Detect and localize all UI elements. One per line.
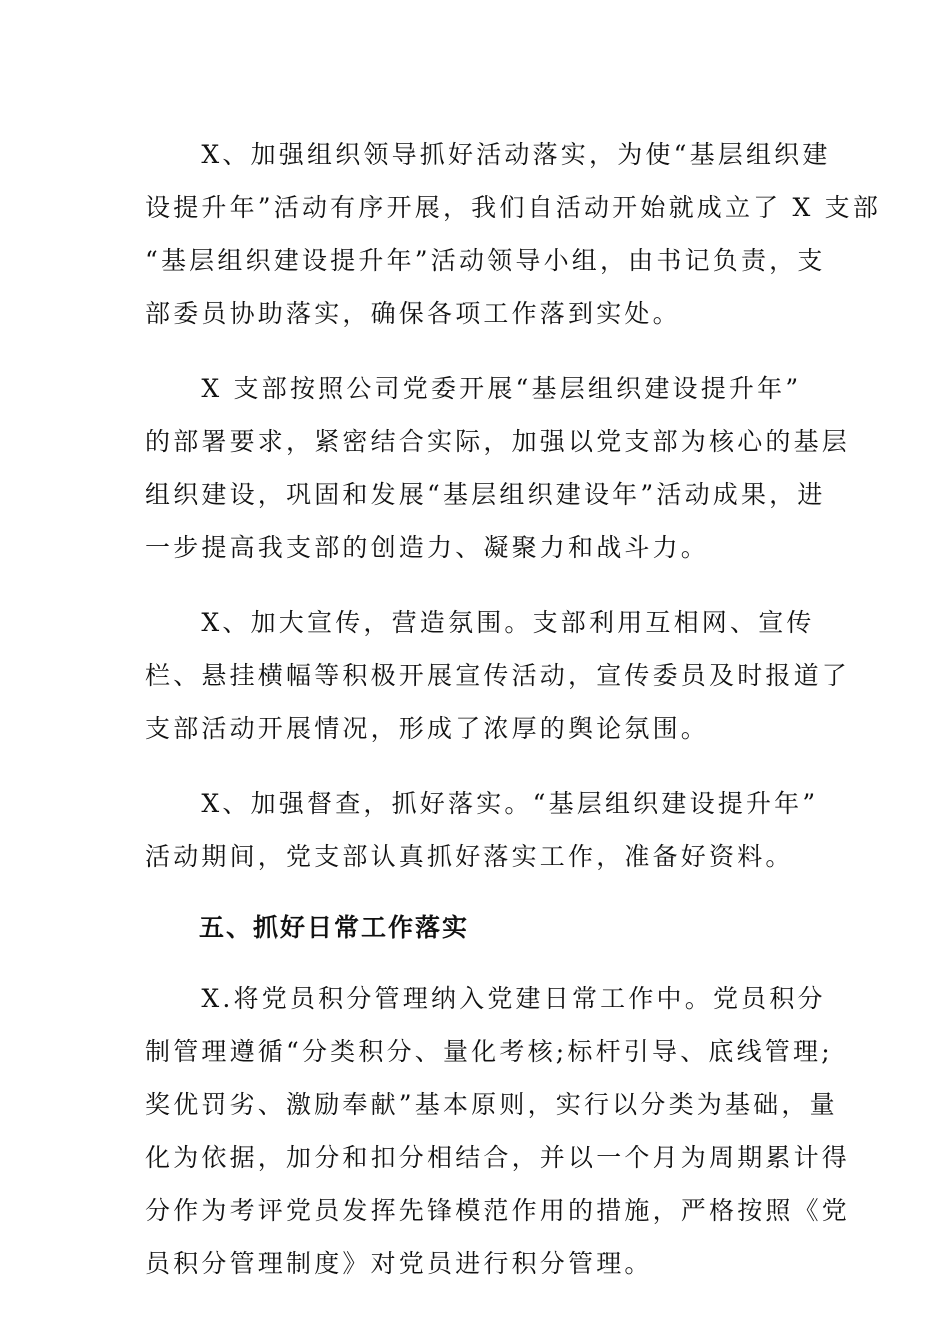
paragraph-5 — [145, 972, 851, 1290]
paragraph-line: 分作为考评党员发挥先锋模范作用的措施，严格按照《党 — [145, 1196, 851, 1225]
paragraph-line: 员积分管理制度》对党员进行积分管理。 — [145, 1249, 653, 1278]
paragraph-line: 奖优罚劣、激励奉献”基本原则，实行以分类为基础，量 — [145, 1090, 838, 1119]
paragraph-line: 设提升年”活动有序开展，我们自活动开始就成立了 X 支部 — [145, 193, 882, 222]
paragraph-line: 活动期间，党支部认真抓好落实工作，准备好资料。 — [145, 842, 794, 871]
paragraph-line: 支部活动开展情况，形成了浓厚的舆论氛围。 — [145, 714, 710, 743]
paragraph-line: 的部署要求，紧密结合实际，加强以党支部为核心的基层 — [145, 427, 851, 456]
paragraph-line: X.将党员积分管理纳入党建日常工作中。党员积分 — [145, 984, 826, 1013]
paragraph-line: 组织建设，巩固和发展“基层组织建设年”活动成果，进 — [145, 480, 826, 509]
paragraph-line: 栏、悬挂横幅等积极开展宣传活动，宣传委员及时报道了 — [145, 661, 851, 690]
paragraph-line: X、加大宣传，营造氛围。支部利用互相网、宣传 — [145, 608, 815, 637]
paragraph-line: X、加强督查，抓好落实。“基层组织建设提升年” — [145, 789, 819, 818]
paragraph-gap — [145, 954, 805, 972]
paragraph-2 — [145, 362, 851, 574]
paragraph-gap — [145, 883, 805, 901]
paragraph-line: “基层组织建设提升年”活动领导小组，由书记负责，支 — [145, 246, 826, 275]
paragraph-gap — [145, 755, 805, 777]
paragraph-line: X、加强组织领导抓好活动落实，为使“基层组织建 — [145, 140, 831, 169]
paragraph-gap — [145, 574, 805, 596]
paragraph-1 — [145, 128, 882, 340]
paragraph-line: X 支部按照公司党委开展“基层组织建设提升年” — [145, 374, 802, 403]
paragraph-gap — [145, 340, 805, 362]
paragraph-line: 一步提高我支部的创造力、凝聚力和战斗力。 — [145, 533, 710, 562]
paragraph-4 — [145, 777, 819, 883]
paragraph-line: 制管理遵循“分类积分、量化考核;标杆引导、底线管理; — [145, 1037, 833, 1066]
paragraph-line: 化为依据，加分和扣分相结合，并以一个月为周期累计得 — [145, 1143, 851, 1172]
paragraph-3 — [145, 596, 851, 755]
paragraph-line: 部委员协助落实，确保各项工作落到实处。 — [145, 299, 681, 328]
section-heading: 五、抓好日常工作落实 — [145, 913, 470, 942]
document-page — [145, 128, 882, 1290]
